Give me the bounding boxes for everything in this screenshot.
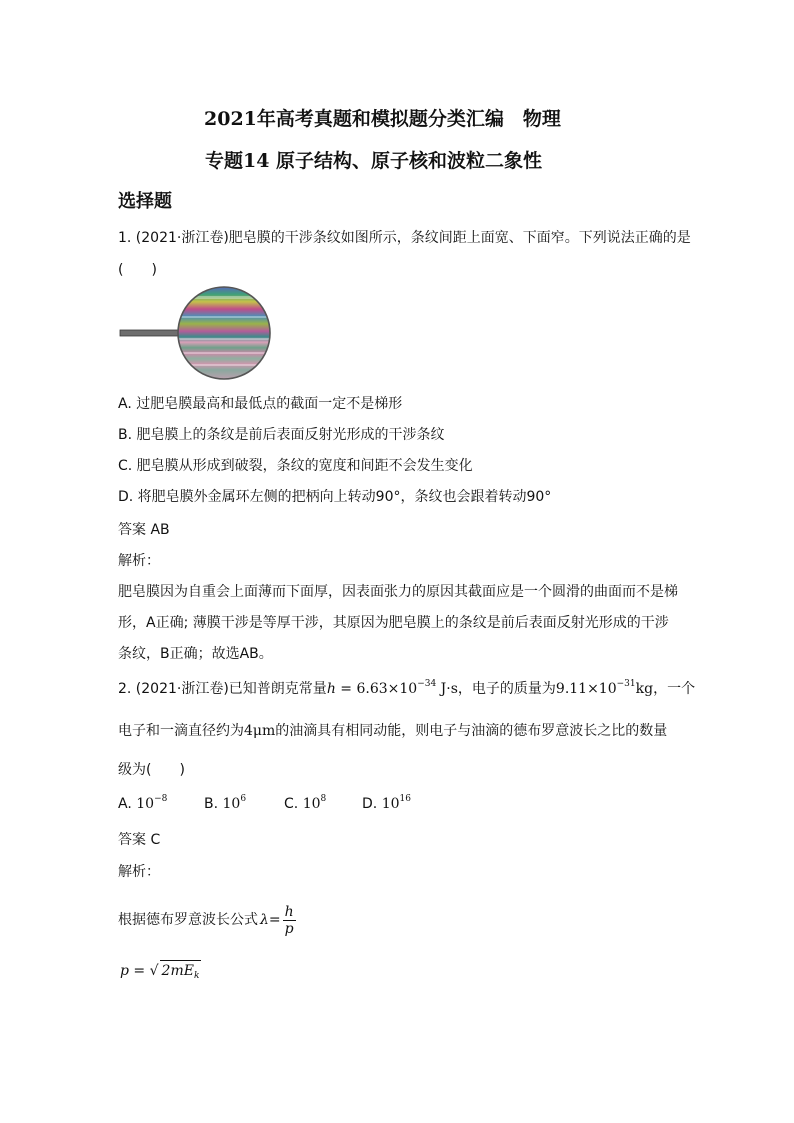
page-title-line2: 专题14 原子结构、原子核和波粒二象性 xyxy=(205,150,543,172)
q1-answer: 答案 AB xyxy=(118,522,170,538)
q2-stem-line2 xyxy=(118,721,667,741)
sqrt-radicand: $2mE_k$ xyxy=(160,960,202,981)
q2-option-d: D. $10^{16}$ xyxy=(362,794,411,812)
planck-eq: = 6.63×10 xyxy=(335,681,418,697)
q2-option-c: C. $10^8$ xyxy=(284,794,327,812)
h-over-p-fraction xyxy=(283,904,296,937)
planck-symbol: h xyxy=(326,681,336,697)
q2-answer: 答案 C xyxy=(118,832,161,848)
q2-option-b: B. $10^6$ xyxy=(204,794,247,812)
q1-option-d: D. 将肥皂膜外金属环左侧的把柄向上转动90°，条纹也会跟着转动90° xyxy=(118,489,552,505)
q2-analysis-label: 解析： xyxy=(118,864,160,880)
q1-option-c: C. 肥皂膜从形成到破裂，条纹的宽度和间距不会发生变化 xyxy=(118,458,473,474)
electron-mass-value: 9.11×10 xyxy=(555,681,617,697)
momentum-symbol: p xyxy=(120,963,129,979)
momentum-eq: = xyxy=(128,963,150,979)
q2-stem-line1 xyxy=(118,679,695,699)
planck-exponent: −34 xyxy=(417,679,437,689)
droplet-diameter: 4μm xyxy=(244,723,276,739)
q2-formula-debroglie xyxy=(118,898,296,942)
q1-stem-line1: 1. (2021·浙江卷)肥皂膜的干涉条纹如图所示，条纹间距上面宽、下面窄。下列说法正确的是 xyxy=(118,230,691,246)
fraction-denominator: p xyxy=(284,920,294,937)
page-title-line1: 2021年高考真题和模拟题分类汇编 物理 xyxy=(204,108,561,130)
q1-option-a: A. 过肥皂膜最高和最低点的截面一定不是梯形 xyxy=(118,396,403,412)
soap-film-figure xyxy=(118,286,278,386)
planck-unit: J·s xyxy=(436,681,458,697)
fraction-numerator: h xyxy=(284,903,294,920)
lambda-symbol: λ= xyxy=(260,912,281,928)
section-heading: 选择题 xyxy=(118,191,172,212)
q1-option-b: B. 肥皂膜上的条纹是前后表面反射光形成的干涉条纹 xyxy=(118,427,445,443)
q1-stem-line2: ( ) xyxy=(118,262,157,278)
q1-analysis-line1: 肥皂膜因为自重会上面薄而下面厚，因表面张力的原因其截面应是一个圆滑的曲面而不是梯 xyxy=(118,584,678,600)
q1-analysis-line3: 条纹，B正确；故选AB。 xyxy=(118,646,273,662)
q2-line2-b: 的油滴具有相同动能，则电子与油滴的德布罗意波长之比的数量 xyxy=(275,723,668,739)
q1-analysis-line2: 形，A正确; 薄膜干涉是等厚干涉，其原因为肥皂膜上的条纹是前后表面反射光形成的干涉 xyxy=(118,615,669,631)
q2-stem-c: ，一个 xyxy=(653,681,696,697)
handle xyxy=(120,330,180,336)
q2-stem-a: 2. (2021·浙江卷)已知普朗克常量 xyxy=(118,681,327,697)
q1-analysis-label: 解析： xyxy=(118,553,160,569)
q2-formula-momentum xyxy=(120,960,201,981)
electron-mass-exponent: −31 xyxy=(616,679,636,689)
formula-intro: 根据德布罗意波长公式 xyxy=(118,912,258,928)
q2-line2-a: 电子和一滴直径约为 xyxy=(118,723,244,739)
q2-stem-line3: 级为( ) xyxy=(118,762,185,778)
q2-stem-b: ，电子的质量为 xyxy=(457,681,556,697)
q2-option-a: A. $10^{-8}$ xyxy=(118,794,168,812)
sqrt-icon: √ xyxy=(149,963,159,979)
electron-mass-unit: kg xyxy=(635,681,654,697)
